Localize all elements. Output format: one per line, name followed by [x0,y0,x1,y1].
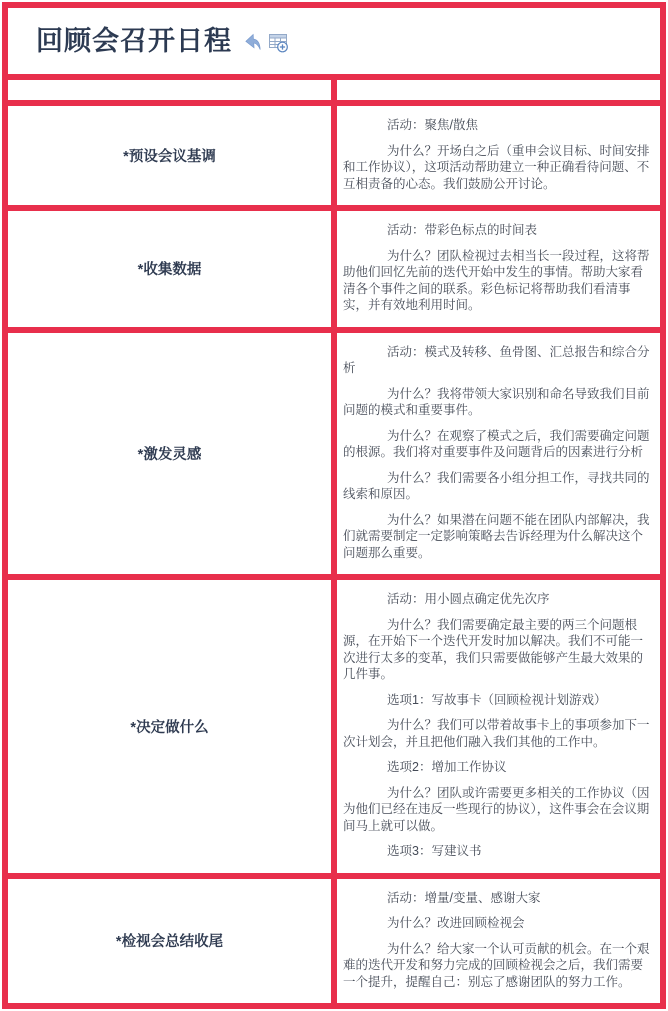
agenda-table [2,2,666,1009]
row-label: *预设会议基调 [123,149,216,165]
agenda-paragraph: 选项2：增加工作协议 [387,760,507,774]
agenda-paragraph: 为什么？开场白之后（重申会议目标、时间安排和工作协议），这项活动帮助建立一种正确看待问题、不互相责备的心态。我们鼓励公开讨论。 [343,143,650,191]
agenda-row-label-cell [5,103,334,208]
agenda-row-content-cell [334,103,663,208]
agenda-paragraph: 选项1：写故事卡（回顾检视计划游戏） [387,692,607,707]
agenda-paragraph: 活动：用小圆点确定优先次序 [387,592,550,606]
agenda-paragraph: 为什么？给大家一个认可贡献的机会。在一个艰难的迭代开发和努力完成的回顾检视会之后，我们需要一个提升，提醒自己：别忘了感谢团队的努力工作。 [343,941,650,989]
agenda-row-label-cell [5,577,334,876]
agenda-paragraph: 活动：增量/变量、感谢大家 [387,890,541,905]
empty-header-left-cell [5,77,334,103]
agenda-paragraph: 为什么？团队或许需要更多相关的工作协议（因为他们已经在违反一些现行的协议），这件事会在会议期间马上就可以做。 [343,785,650,833]
agenda-paragraph: 为什么？我将带领大家识别和命名导致我们目前问题的模式和重要事件。 [343,386,650,417]
row-label: *决定做什么 [130,719,209,736]
agenda-row [5,330,663,578]
agenda-paragraph: 活动：模式及转移、鱼骨图、汇总报告和综合分析 [343,344,650,375]
agenda-paragraph: 为什么？团队检视过去相当长一段过程，这将帮助他们回忆先前的迭代开始中发生的事情。帮助大家看清各个事件之间的联系。彩色标记将帮助我们看清事实，并有效地利用时间。 [343,248,650,312]
agenda-row [5,103,663,208]
page-title: 回顾会召开日程 [36,25,232,56]
title-icons [244,32,291,54]
agenda-paragraph: 为什么？我们可以带着故事卡上的事项参加下一次计划会，并且把他们融入我们其他的工作中。 [343,718,650,749]
agenda-row-content-cell [334,577,663,876]
title-row [5,5,663,77]
empty-header-row [5,77,663,103]
agenda-row-label-cell [5,876,334,1007]
row-label: *检视会总结收尾 [115,934,224,951]
agenda-row [5,577,663,876]
agenda-body [5,5,663,1006]
row-label: *激发灵感 [137,446,202,463]
agenda-paragraph: 活动：聚焦/散焦 [387,118,478,132]
agenda-paragraph: 为什么？在观察了模式之后，我们需要确定问题的根源。我们将对重要事件及问题背后的因素进行分析 [343,428,650,459]
row-label: *收集数据 [137,262,202,279]
agenda-row-label-cell [5,330,334,578]
agenda-row [5,876,663,1007]
empty-header-right-cell [334,77,663,103]
agenda-paragraph: 为什么？我们需要各小组分担工作，寻找共同的线索和原因。 [343,470,650,501]
agenda-paragraph: 为什么？如果潜在问题不能在团队内部解决，我们就需要制定一定影响策略去告诉经理为什么解决这个问题那么重要。 [343,512,650,560]
undo-arrow-icon[interactable] [244,33,261,52]
agenda-paragraph: 为什么？我们需要确定最主要的两三个问题根源，在开始下一个迭代开发时加以解决。我们不可能一次进行太多的变革，我们只需要做能够产生最大效果的几件事。 [343,617,644,681]
add-table-icon[interactable] [268,32,291,54]
agenda-row-content-cell [334,330,663,578]
agenda-paragraph: 选项3：写建议书 [387,844,482,858]
title-cell [5,5,663,77]
agenda-paragraph: 为什么？改进回顾检视会 [387,916,525,930]
agenda-row-label-cell [5,208,334,330]
agenda-row-content-cell [334,208,663,330]
agenda-row-content-cell [334,876,663,1007]
agenda-paragraph: 活动：带彩色标点的时间表 [387,223,538,237]
agenda-row [5,208,663,330]
